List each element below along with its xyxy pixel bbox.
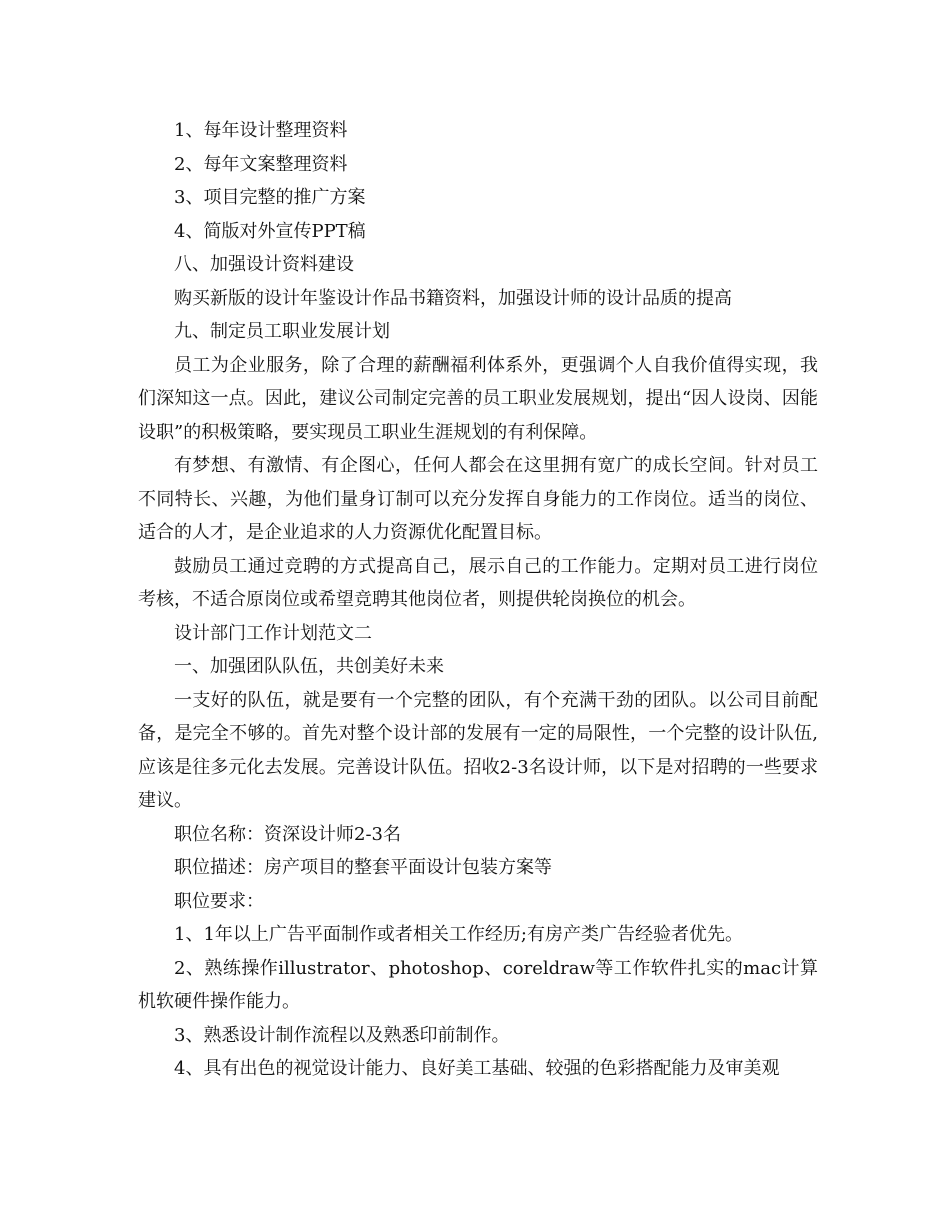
section-1-paragraph: 一支好的队伍，就是要有一个完整的团队，有个充满干劲的团队。以公司目前配备，是完全不够的。首先对整个设计部的发展有一定的局限性，一个完整的设计队伍,应该是往多元化去发展。完善设计队伍。招收2-3名设计师，以下是对招聘的一些要求建议。 xyxy=(138,689,818,811)
section-heading-1: 一、加强团队队伍，共创美好未来 xyxy=(174,656,444,677)
section-heading-9: 九、制定员工职业发展计划 xyxy=(174,321,390,342)
section-heading-8: 八、加强设计资料建设 xyxy=(174,254,354,275)
document-page xyxy=(138,114,818,1086)
list-item-3: 3、项目完整的推广方案 xyxy=(174,187,366,208)
job-description-line: 职位描述：房产项目的整套平面设计包装方案等 xyxy=(174,857,552,878)
list-item-2: 2、每年文案整理资料 xyxy=(174,153,348,175)
job-title-line: 职位名称：资深设计师2-3名 xyxy=(174,823,401,845)
list-item-4: 4、简版对外宣传PPT稿 xyxy=(174,220,366,242)
requirement-item-2: 2、熟练操作illustrator、photoshop、coreldraw等工作软件扎实的mac计算机软硬件操作能力。 xyxy=(138,957,818,1012)
requirement-item-1: 1、1年以上广告平面制作或者相关工作经历;有房产类广告经验者优先。 xyxy=(174,924,743,945)
requirement-item-3: 3、熟悉设计制作流程以及熟悉印前制作。 xyxy=(174,1024,510,1046)
section-9-paragraph-1: 员工为企业服务，除了合理的薪酬福利体系外，更强调个人自我价值得实现，我们深知这一点。因此，建议公司制定完善的员工职业发展规划，提出“因人设岗、因能设职”的积极策略，要实现员工职业生涯规划的有利保障。 xyxy=(138,354,818,443)
requirement-item-4: 4、具有出色的视觉设计能力、良好美工基础、较强的色彩搭配能力及审美观 xyxy=(174,1058,780,1079)
section-8-body: 购买新版的设计年鉴设计作品书籍资料，加强设计师的设计品质的提高 xyxy=(174,287,732,309)
document-subtitle: 设计部门工作计划范文二 xyxy=(174,622,372,644)
job-requirements-heading: 职位要求： xyxy=(174,890,264,912)
section-9-paragraph-2: 有梦想、有激情、有企图心，任何人都会在这里拥有宽广的成长空间。针对员工不同特长、兴趣，为他们量身订制可以充分发挥自身能力的工作岗位。适当的岗位、适合的人才，是企业追求的人力资源优化配置目标。 xyxy=(138,455,818,543)
list-item-1: 1、每年设计整理资料 xyxy=(174,120,348,141)
section-9-paragraph-3: 鼓励员工通过竞聘的方式提高自己，展示自己的工作能力。定期对员工进行岗位考核，不适合原岗位或希望竞聘其他岗位者，则提供轮岗换位的机会。 xyxy=(138,555,818,610)
